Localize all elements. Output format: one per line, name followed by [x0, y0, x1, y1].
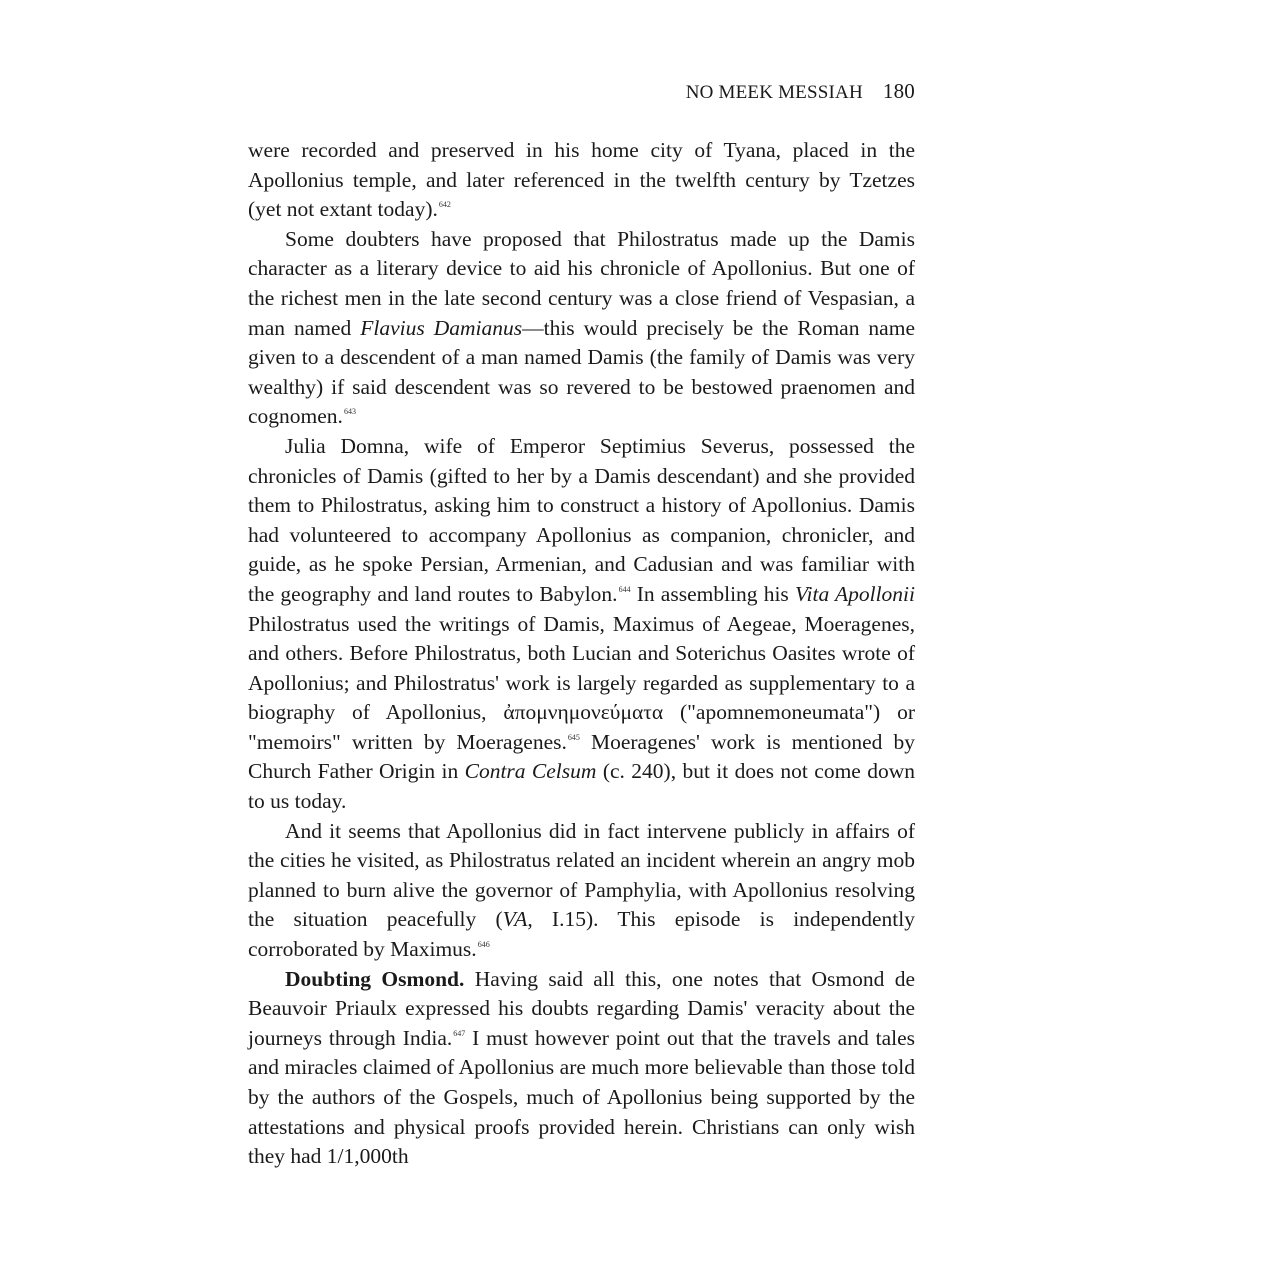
footnote-ref: 647 [453, 1028, 466, 1038]
paragraph-text: And it seems that Apollonius did in fact intervene publicly in affairs of the cities he visited, as Philostratus related an incident wherein an angry mob planned to burn alive the governor of Pamphylia, with Apollonius resolving the situation peacefully ( [248, 818, 915, 932]
body-text [248, 136, 915, 1172]
paragraph-text: In assembling his [630, 581, 795, 606]
paragraph-text: were recorded and preserved in his home city of Tyana, placed in the Apollonius temple, and later referenced in the twelfth century by Tzetzes (yet not extant today). [248, 138, 915, 222]
paragraph-text: , I.15). This episode is independently corroborated by Maximus. [248, 907, 915, 962]
running-header [248, 78, 915, 104]
italic-abbrev: VA [502, 907, 528, 932]
footnote-ref: 642 [438, 200, 451, 210]
paragraph-3 [248, 432, 915, 817]
footnote-ref: 646 [477, 940, 490, 950]
page-number: 180 [882, 79, 915, 103]
italic-title: Vita Apollonii [794, 581, 916, 606]
italic-title: Contra Celsum [464, 759, 597, 784]
footnote-ref: 645 [567, 732, 580, 742]
paragraph-1 [248, 136, 915, 225]
footnote-ref: 643 [343, 407, 356, 417]
running-title: NO MEEK MESSIAH [685, 82, 863, 103]
paragraph-text: Philostratus used the writings of Damis, Maximus of Aegeae, Moeragenes, and others. Before Philostratus, both Lucian and Soterichus Oasites wrote of Apollonius; and Philostratus' work is largely regarded as supplementary to a biography of Apollonius, ἀπομνημονεύματα ("apomnemoneumata") or "memoirs" written by Moeragenes. [248, 611, 915, 754]
paragraph-text: Julia Domna, wife of Emperor Septimius Severus, possessed the chronicles of Damis (gifted to her by a Damis descendant) and she provided them to Philostratus, asking him to construct a history of Apollonius. Damis had volunteered to accompany Apollonius as companion, chronicler, and guide, as he spoke Persian, Armenian, and Cadusian and was familiar with the geography and land routes to Babylon. [248, 433, 915, 606]
paragraph-text: Having said all this, one notes that Osmond de Beauvoir Priaulx expressed his doubts regarding Damis' veracity about the journeys through India. [248, 966, 915, 1050]
book-page [248, 78, 915, 1172]
paragraph-text: —this would precisely be the Roman name given to a descendent of a man named Damis (the family of Damis was very wealthy) if said descendent was so revered to be bestowed praenomen and cognomen. [248, 315, 915, 429]
paragraph-text: I must however point out that the travels and tales and miracles claimed of Apollonius are much more believable than those told by the authors of the Gospels, much of Apollonius being supported by the attestations and physical proofs provided herein. Christians can only wish they had 1/1,000th [248, 1025, 915, 1169]
paragraph-text: Some doubters have proposed that Philostratus made up the Damis character as a literary device to aid his chronicle of Apollonius. But one of the richest men in the late second century was a close friend of Vespasian, a man named [248, 226, 915, 340]
paragraph-5 [248, 965, 915, 1172]
paragraph-text: Moeragenes' work is mentioned by Church Father Origin in [248, 729, 915, 784]
section-run-in-heading: Doubting Osmond. [285, 966, 465, 991]
paragraph-4 [248, 817, 915, 965]
footnote-ref: 644 [618, 584, 631, 594]
paragraph-text: (c. 240), but it does not come down to us today. [248, 759, 915, 814]
italic-name: Flavius Damianus [360, 315, 523, 340]
paragraph-2 [248, 225, 915, 432]
